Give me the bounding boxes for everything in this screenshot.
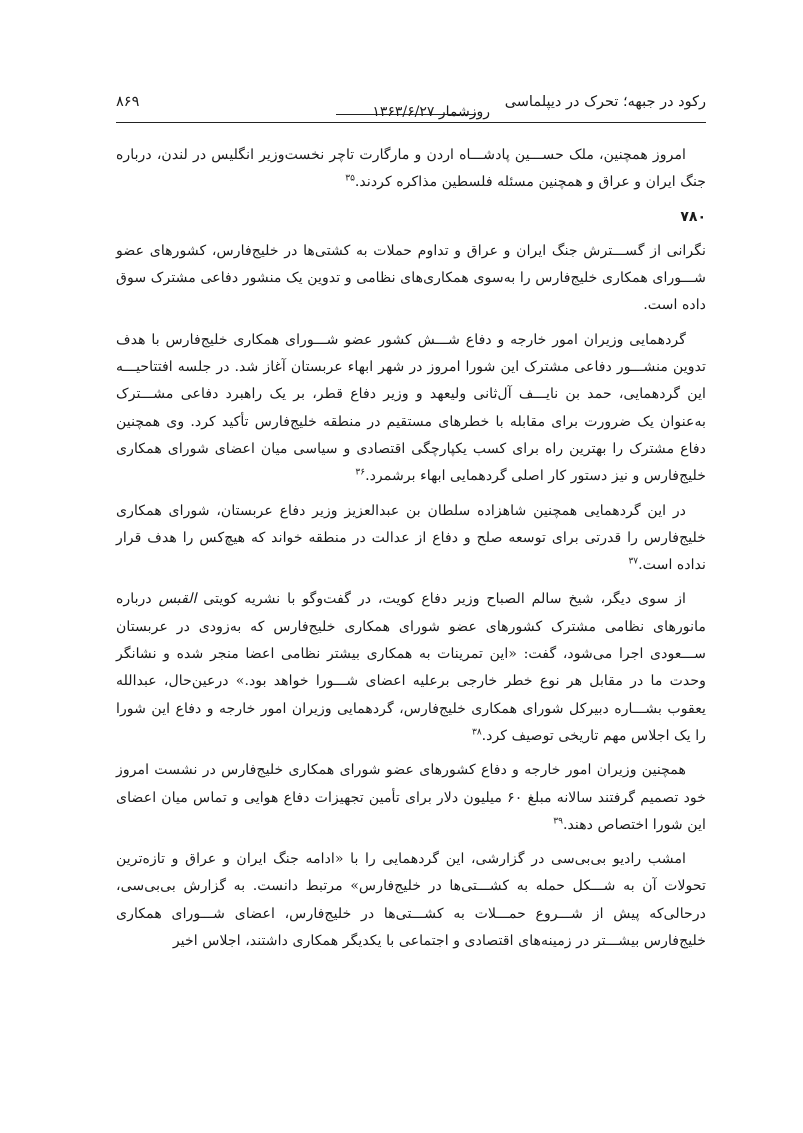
paragraph-6: امشب رادیو بی‌بی‌سی در گزارشی، این گردهمایی را با «ادامه جنگ ایران و عراق و تازه‌ترین تحولات آن به شـــکل حمله به کشـــتی‌ها در خلیج‌فارس» مرتبط دانست. به گزارش بی‌بی‌سی، درحالی‌که پیش از شـــروع حمـــلات به کشـــتی‌ها در خلیج‌فارس، اعضای شـــورای همکاری خلیج‌فارس بیشـــتر در زمینه‌های اقتصادی و اجتماعی با یکدیگر همکاری داشتند، اجلاس اخیر xyxy=(116,851,706,950)
running-header xyxy=(116,90,706,122)
paragraph-4-text-b: درباره مانورهای نظامی مشترک کشورهای عضو شورای همکاری خلیج‌فارس که به‌زودی در عربستان ســـعودی اجرا می‌شود، گفت: «این تمرینات به همکاری بیشتر نظامی اعضا منجر شده و نشانگر وحدت ما در مقابل هر نوع خطر خارجی برعلیه اعضای شـــورا خواهد بود.» درعین‌حال، عبدالله یعقوب بشـــاره دبیرکل شورای همکاری خلیج‌فارس، گردهمایی وزیران امور خارجه و دفاع این شورا را یک اجلاس مهم تاریخی توصیف کرد. xyxy=(116,591,706,744)
paragraph-2-text: گردهمایی وزیران امور خارجه و دفاع شـــش کشور عضو شـــورای همکاری خلیج‌فارس با هدف تدوین منشـــور دفاعی مشترک این شورا امروز در شهر ابهاء عربستان آغاز شد. در جلسه افتتاحیـــه این گردهمایی، حمد بن نایـــف آل‌ثانی ولیعهد و وزیر دفاع قطر، بر یک راهبرد دفاعی مشـــترک به‌عنوان یک ضرورت برای مقابله با خطرهای مستقیم در منطقه خلیج‌فارس تأکید کرد. وی همچنین دفاع مشترک را بهترین راه برای کسب یکپارچگی اقتصادی و سیاسی میان اعضای شورای همکاری خلیج‌فارس و نیز دستور کار اصلی گردهمایی ابهاء برشمرد. xyxy=(116,331,706,485)
header-title: رکود در جبهه؛ تحرک در دیپلماسی xyxy=(504,94,706,110)
footnote-ref: ۳۵ xyxy=(345,173,355,184)
paragraph-2 xyxy=(116,327,706,491)
header-date-underline xyxy=(336,114,476,115)
paragraph-1: نگرانی از گســـترش جنگ ایران و عراق و تداوم حملات به کشتی‌ها در خلیج‌فارس، کشورهای عضو شـــورای همکاری خلیج‌فارس را به‌سوی همکاری‌های نظامی و تدوین یک منشور دفاعی مشترک سوق داده است. xyxy=(116,242,706,314)
header-date: روزشمار ۱۳۶۳/۶/۲۷ xyxy=(372,104,490,120)
intro-text: امروز همچنین، ملک حســـین پادشـــاه اردن و مارگارت تاچر نخست‌وزیر انگلیس در لندن، درباره جنگ ایران و عراق و همچنین مسئله فلسطین مذاکره کردند. xyxy=(116,147,706,191)
header-rule xyxy=(116,122,706,123)
paragraph-4-text-a: از سوی دیگر، شیخ سالم الصباح وزیر دفاع کویت، در گفت‌وگو با نشریه کویتی xyxy=(196,591,686,608)
footnote-ref: ۳۶ xyxy=(355,467,366,478)
publication-name: القبس xyxy=(158,591,197,608)
footnote-ref: ۳۷ xyxy=(628,556,639,567)
paragraph-5-text: همچنین وزیران امور خارجه و دفاع کشورهای عضو شورای همکاری خلیج‌فارس در نشست امروز خود تصمیم گرفتند سالانه مبلغ ۶۰ میلیون دلار برای تأمین تجهیزات دفاع هوایی و تماس میان اعضای این شورا اختصاص دهند. xyxy=(116,762,706,833)
page-number: ۸۶۹ xyxy=(116,94,140,110)
paragraph-3 xyxy=(116,498,706,580)
footnote-ref: ۳۸ xyxy=(471,727,482,738)
footnote-ref: ۳۹ xyxy=(553,816,563,827)
intro-paragraph xyxy=(116,142,706,197)
paragraph-4 xyxy=(116,586,706,750)
entry-number: ۷۸۰ xyxy=(680,208,706,225)
paragraph-5 xyxy=(116,757,706,839)
body-text xyxy=(116,142,706,962)
paragraph-3-text: در این گردهمایی همچنین شاهزاده سلطان بن عبدالعزیز وزیر دفاع عربستان، شورای همکاری خلیج‌فارس را قدرتی برای توسعه صلح و دفاع از عدالت در منطقه خواند که هیچ‌کس را هدف قرار نداده است. xyxy=(116,502,706,574)
